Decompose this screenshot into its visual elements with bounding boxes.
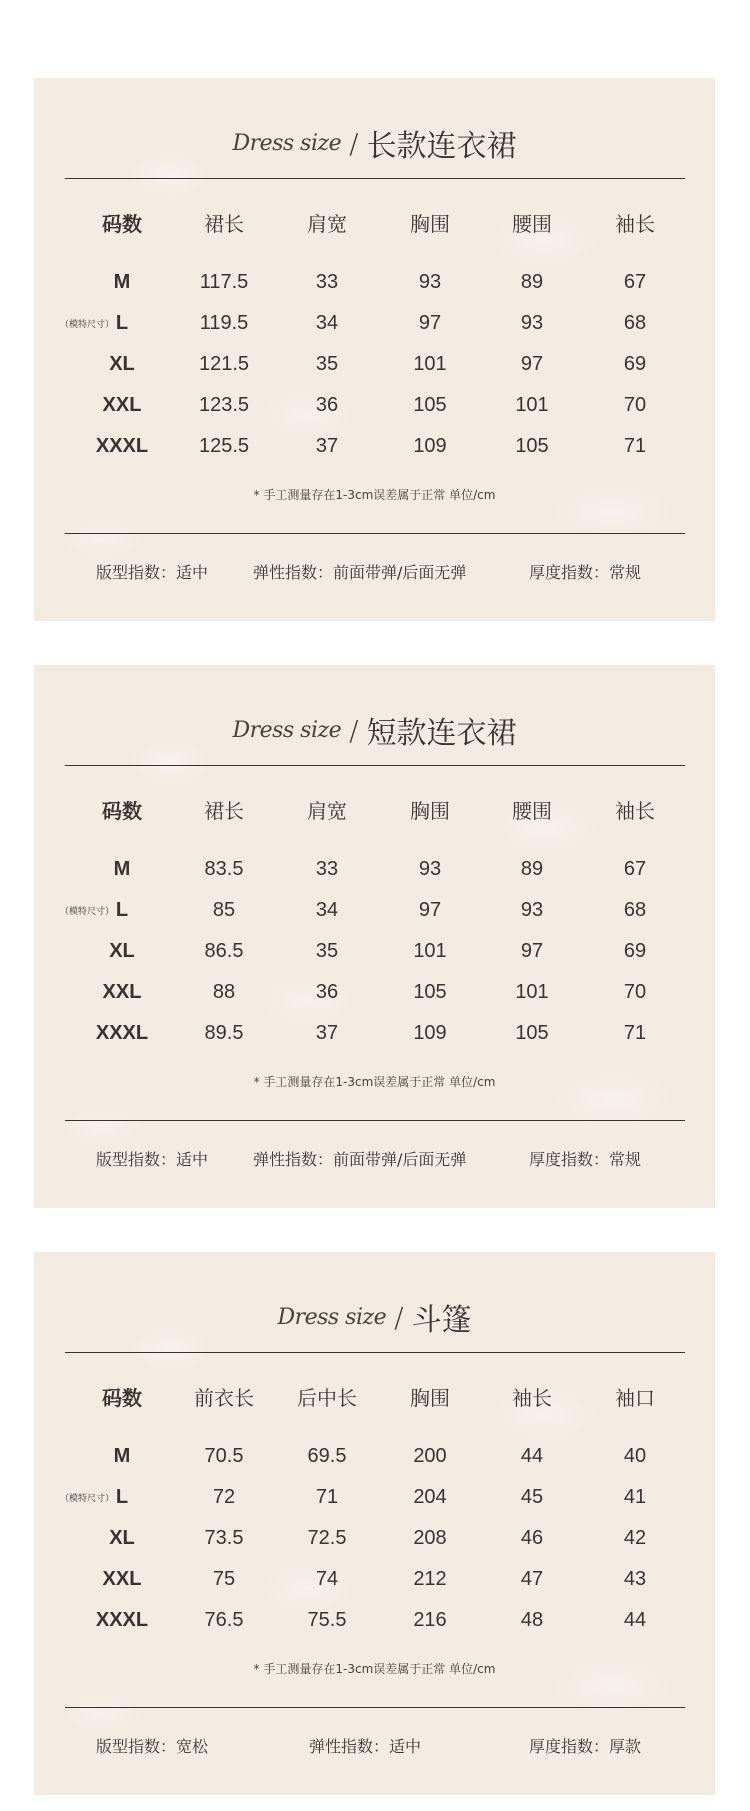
measurement-cell: 45 [520,1486,544,1508]
measurement-cell: 101 [515,981,549,1003]
column-header: 胸围 [410,1386,450,1410]
measurement-cell: 200 [413,1445,447,1467]
product-title: 长款连衣裙 [366,129,517,164]
measurement-cell: 67 [623,271,647,293]
measurement-cell: 89 [520,858,544,880]
measurement-cell: 70.5 [204,1445,244,1467]
size-label: L [115,899,129,921]
top-divider [65,765,685,766]
measurement-cell: 109 [413,1022,447,1044]
fit-index: 弹性指数：适中 [309,1737,422,1756]
measurement-cell: 123.5 [198,394,250,416]
measurement-cell: 74 [315,1568,339,1590]
size-label: M [113,858,131,880]
measurement-cell: 125.5 [198,435,250,457]
size-card [34,665,715,1208]
script-title: Dress size [277,1304,387,1330]
size-label: XXXL [95,435,149,457]
top-divider [65,178,685,179]
measurement-cell: 97 [520,353,544,375]
script-title: Dress size [232,717,342,743]
size-label: M [113,1445,131,1467]
measurement-cell: 89.5 [204,1022,244,1044]
measurement-cell: 109 [413,435,447,457]
column-header: 肩宽 [307,212,347,236]
measurement-cell: 85 [212,899,236,921]
card-title [34,705,715,755]
measurement-cell: 44 [520,1445,544,1467]
title-slash: / [394,1300,404,1334]
size-card [34,78,715,621]
size-label: L [115,312,129,334]
measurement-cell: 101 [413,940,447,962]
fit-index: 弹性指数：前面带弹/后面无弹 [253,1150,467,1169]
size-label: XL [109,1527,135,1549]
measurement-cell: 212 [413,1568,447,1590]
fit-index: 厚度指数：常规 [529,563,642,582]
measurement-cell: 216 [413,1609,447,1631]
measurement-cell: 72 [212,1486,236,1508]
column-header: 袖口 [615,1386,655,1410]
column-header: 码数 [102,212,142,236]
measurement-cell: 41 [623,1486,647,1508]
measurement-cell: 101 [413,353,447,375]
column-header: 码数 [102,1386,142,1410]
bottom-divider [65,1707,685,1708]
fit-index: 厚度指数：厚款 [529,1737,642,1756]
measurement-cell: 47 [520,1568,544,1590]
bottom-divider [65,533,685,534]
fit-index: 版型指数：适中 [96,563,209,582]
measurement-cell: 33 [315,858,339,880]
card-title [34,118,715,168]
size-label: XXXL [95,1609,149,1631]
measurement-cell: 93 [520,312,544,334]
measurement-cell: 117.5 [199,271,249,293]
measurement-cell: 40 [623,1445,647,1467]
measurement-cell: 97 [418,312,442,334]
title-slash: / [349,713,359,747]
measurement-cell: 37 [315,1022,339,1044]
top-divider [65,1352,685,1353]
measurement-note: * 手工测量存在1-3cm误差属于正常 单位/cm [253,488,496,502]
measurement-cell: 42 [623,1527,647,1549]
card-title [34,1292,715,1342]
measurement-cell: 71 [623,1022,647,1044]
measurement-cell: 35 [315,353,339,375]
bottom-divider [65,1120,685,1121]
column-header: 胸围 [410,212,450,236]
measurement-cell: 44 [623,1609,647,1631]
column-header: 袖长 [615,799,655,823]
measurement-cell: 76.5 [204,1609,244,1631]
measurement-cell: 105 [413,981,447,1003]
measurement-cell: 48 [520,1609,544,1631]
measurement-cell: 93 [418,858,442,880]
measurement-cell: 34 [315,899,339,921]
measurement-note: * 手工测量存在1-3cm误差属于正常 单位/cm [253,1662,496,1676]
measurement-cell: 105 [413,394,447,416]
size-label: XXL [102,981,142,1003]
measurement-cell: 83.5 [204,858,244,880]
measurement-cell: 36 [315,394,339,416]
measurement-cell: 72.5 [307,1527,347,1549]
measurement-cell: 71 [315,1486,339,1508]
measurement-cell: 204 [413,1486,447,1508]
measurement-cell: 37 [315,435,339,457]
title-slash: / [349,126,359,160]
size-label: M [113,271,131,293]
measurement-cell: 119.5 [199,312,249,334]
column-header: 肩宽 [307,799,347,823]
size-label: XL [109,940,135,962]
column-header: 裙长 [204,799,244,823]
size-label: XXL [102,1568,142,1590]
column-header: 腰围 [512,212,552,236]
measurement-cell: 105 [515,1022,549,1044]
script-title: Dress size [232,130,342,156]
measurement-cell: 70 [623,394,647,416]
measurement-cell: 67 [623,858,647,880]
measurement-cell: 46 [520,1527,544,1549]
measurement-cell: 75 [212,1568,236,1590]
measurement-cell: 208 [413,1527,447,1549]
measurement-cell: 105 [515,435,549,457]
measurement-cell: 97 [520,940,544,962]
column-header: 袖长 [512,1386,552,1410]
model-size-note: （模特尺寸） [60,907,115,917]
fit-index: 版型指数：宽松 [96,1737,209,1756]
measurement-cell: 35 [315,940,339,962]
measurement-cell: 86.5 [204,940,244,962]
measurement-cell: 68 [623,312,647,334]
measurement-cell: 33 [315,271,339,293]
measurement-cell: 88 [212,981,236,1003]
model-size-note: （模特尺寸） [60,1494,115,1504]
product-title: 短款连衣裙 [366,716,517,751]
measurement-cell: 93 [520,899,544,921]
size-label: L [115,1486,129,1508]
fit-index: 版型指数：适中 [96,1150,209,1169]
column-header: 胸围 [410,799,450,823]
fit-index: 厚度指数：常规 [529,1150,642,1169]
size-label: XXL [102,394,142,416]
measurement-cell: 70 [623,981,647,1003]
column-header: 前衣长 [194,1386,254,1410]
measurement-cell: 97 [418,899,442,921]
size-label: XXXL [95,1022,149,1044]
measurement-cell: 121.5 [198,353,250,375]
column-header: 码数 [102,799,142,823]
column-header: 腰围 [512,799,552,823]
column-header: 后中长 [297,1386,357,1410]
column-header: 裙长 [204,212,244,236]
measurement-cell: 36 [315,981,339,1003]
fit-index: 弹性指数：前面带弹/后面无弹 [253,563,467,582]
measurement-cell: 89 [520,271,544,293]
measurement-cell: 69 [623,353,647,375]
measurement-cell: 69 [623,940,647,962]
size-card [34,1252,715,1795]
measurement-cell: 101 [515,394,549,416]
measurement-cell: 71 [623,435,647,457]
measurement-cell: 43 [623,1568,647,1590]
measurement-cell: 68 [623,899,647,921]
column-header: 袖长 [615,212,655,236]
product-title: 斗篷 [411,1303,472,1338]
measurement-note: * 手工测量存在1-3cm误差属于正常 单位/cm [253,1075,496,1089]
measurement-cell: 93 [418,271,442,293]
measurement-cell: 73.5 [204,1527,244,1549]
measurement-cell: 69.5 [307,1445,347,1467]
model-size-note: （模特尺寸） [60,320,115,330]
size-label: XL [109,353,135,375]
measurement-cell: 34 [315,312,339,334]
measurement-cell: 75.5 [307,1609,347,1631]
